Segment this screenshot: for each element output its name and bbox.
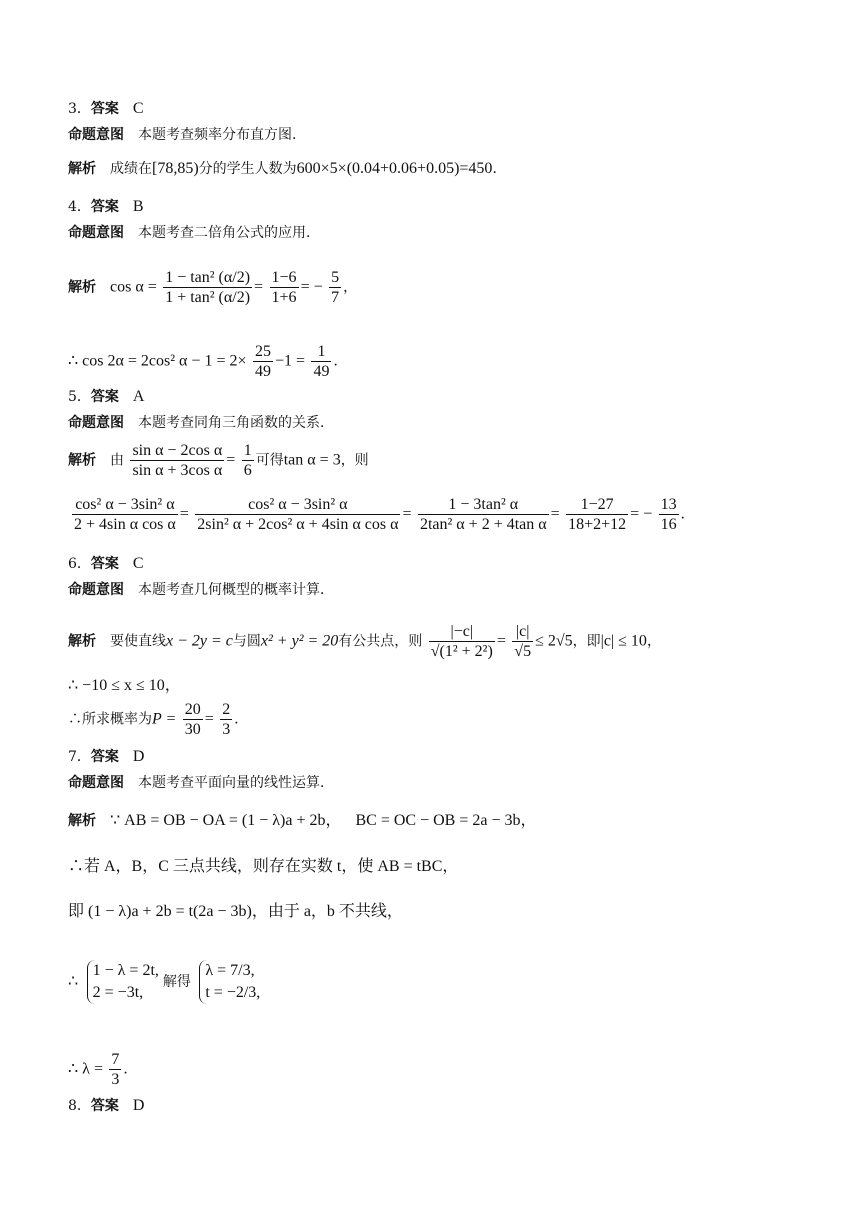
- q4-comma: ，: [343, 279, 358, 296]
- q4-f1-den: 1+6: [271, 289, 297, 306]
- q7-line1-a: ∵ AB = OB − OA = (1 − λ)a + 2b，: [110, 812, 342, 829]
- q5-then-b: ，则: [340, 452, 369, 469]
- q4-intent-text: 本题考查二倍角公式的应用．: [138, 225, 320, 241]
- q4-conclusion-line: [68, 342, 347, 381]
- q6-range: ∴ −10 ≤ x ≤ 10，: [68, 677, 181, 694]
- q6-d2-num: |c|: [512, 622, 533, 642]
- q4-fraction-2: [329, 268, 341, 307]
- q5-fa-den: sin α + 3cos α: [132, 462, 223, 479]
- analysis-label: 解析: [68, 452, 96, 469]
- q7-number: 7．: [68, 749, 91, 765]
- q6-intent-text: 本题考查几何概型的概率计算．: [138, 582, 334, 598]
- answer-label: 答案: [90, 749, 119, 765]
- q5-chain-fraction-1: [72, 495, 178, 534]
- analysis-label: 解析: [68, 279, 96, 296]
- q5-analysis-line: [68, 441, 369, 480]
- q6-range-line: [68, 677, 181, 695]
- q4-f4-num: 1: [311, 342, 331, 362]
- q6-analysis-line: 解析 要使直线x − 2y = c与圆x² + y² = 20有公共点，则 $\frac{|-c|}{\text{√(1² + 2²)}}$ = $\frac{|c|}{√5}$ ≤ 2√5，即|c| ≤ 10，: [68, 623, 661, 660]
- q6-d1-num: |−c|: [429, 622, 495, 642]
- q4-fraction-3: [253, 342, 273, 381]
- q7-end: ．: [123, 1061, 138, 1078]
- q7-therefore: ∴ λ =: [68, 1060, 103, 1078]
- q6-probability-line: ∴所求概率为P = $\frac{20}{30}$ = $\frac{2}{3}$ ．: [68, 701, 249, 738]
- q6-le: ≤ 2√5: [535, 632, 573, 650]
- q7-conclusion-line: [68, 1050, 137, 1089]
- q4-f1-num: 1−6: [271, 269, 297, 286]
- q6-prob-fraction-1: [183, 700, 203, 739]
- q7-line1-b: BC = OC − OB = 2a − 3b，: [355, 812, 537, 829]
- q4-line2-b: −1 =: [274, 352, 305, 370]
- q3-end: ．: [492, 161, 507, 177]
- q6-comma: ，: [646, 633, 661, 650]
- q7-ans-den: 3: [111, 1071, 120, 1088]
- q6-p2-num: 2: [222, 701, 231, 718]
- q4-line2-a: ∴ cos 2α = 2cos² α − 1 = 2×: [68, 352, 247, 370]
- q4-f3-den: 49: [254, 363, 271, 380]
- analysis-label: 解析: [68, 813, 96, 829]
- q5-c3-den: 2tan² α + 2 + 4tan α: [419, 516, 547, 533]
- q5-then-a: 可得: [255, 452, 284, 469]
- q6-p1-num: 20: [184, 701, 201, 718]
- q4-fraction-4: [311, 342, 331, 381]
- q7-equation-line: [68, 903, 403, 921]
- q7-solution-system: [199, 960, 260, 1004]
- analysis-label: 解析: [68, 633, 96, 650]
- q6-p2-den: 3: [222, 721, 231, 738]
- answer-label: 答案: [90, 199, 119, 215]
- answer-label: 答案: [90, 389, 119, 405]
- q7-equation-system: [87, 960, 159, 1004]
- q5-c5-den: 16: [660, 516, 677, 533]
- q7-intent-text: 本题考查平面向量的线性运算．: [138, 775, 334, 791]
- q4-lhs: cos α =: [110, 278, 157, 296]
- intent-label: 命题意图: [68, 582, 124, 598]
- q5-c3-num: 1 − 3tan² α: [418, 495, 549, 515]
- q5-eq: =: [226, 451, 236, 469]
- q5-c2-num: cos² α − 3sin² α: [195, 495, 400, 515]
- q5-chain-fraction-5: [659, 495, 679, 534]
- q6-text-a: 要使直线: [110, 633, 166, 650]
- q3-number: 3．: [68, 101, 91, 117]
- q6-ineq: |c| ≤ 10: [600, 632, 647, 650]
- q4-f4-den: 49: [313, 363, 330, 380]
- q4-analysis-line: [68, 268, 357, 307]
- q7-answer-line: [68, 748, 144, 766]
- q6-p: P =: [152, 710, 177, 728]
- intent-label: 命题意图: [68, 775, 124, 791]
- q6-p1-den: 30: [184, 721, 201, 738]
- q6-number: 6．: [68, 556, 91, 572]
- q4-big-fraction: [163, 268, 252, 307]
- q3-intent-line: [68, 126, 306, 144]
- q4-eq2: = −: [300, 278, 323, 296]
- q5-end: ．: [680, 506, 695, 523]
- q5-from: 由: [110, 452, 124, 469]
- q7-answer-fraction: [109, 1050, 121, 1089]
- q8-answer-value: D: [132, 1097, 145, 1114]
- analysis-label: 解析: [68, 161, 96, 177]
- q5-c1-den: 2 + 4sin α cos α: [74, 516, 176, 533]
- q4-fraction-1: [270, 268, 299, 307]
- q6-text-b: 与圆: [232, 633, 261, 650]
- q5-fraction-b: [242, 441, 254, 480]
- q7-answer-value: D: [132, 748, 145, 765]
- q3-analysis-line: [68, 160, 506, 178]
- q6-prob-a: ∴所求概率为: [68, 711, 152, 728]
- answer-label: 答案: [90, 101, 119, 117]
- q4-eq1: =: [254, 278, 264, 296]
- answer-label: 答案: [90, 1098, 119, 1114]
- q7-line3: 即 (1 − λ)a + 2b = t(2a − 3b)，由于 a，b 不共线，: [68, 903, 403, 920]
- q6-text-c: 有公共点，则: [338, 633, 423, 650]
- q6-distance-fraction-2: [512, 622, 533, 661]
- q6-distance-fraction: [429, 622, 495, 661]
- q5-chain-line: $\frac{\text{cos² α − 3sin² α}}{\text{2 + 4sin α cos α}}$ = $\frac{\text{cos² α − 3sin² α}}{\text{2sin² α + 2cos² α + 4sin α cos α}}$ = $\frac{\text{1 − 3tan² α}}{\text{2tan² α + 2 + 4tan α}}$ = $\frac{1-27}{18+2+12}$ = − $\frac{13}{16}$ ．: [74, 496, 695, 533]
- answer-label: 答案: [90, 556, 119, 572]
- q5-c1-num: cos² α − 3sin² α: [72, 495, 178, 515]
- q6-prob-fraction-2: [220, 700, 232, 739]
- q7-solve-label: 解得: [162, 974, 191, 990]
- q5-c5-num: 13: [660, 496, 677, 513]
- q5-fraction-a: [130, 441, 224, 480]
- q4-f2-den: 7: [331, 289, 340, 306]
- q8-number: 8．: [68, 1098, 91, 1114]
- q7-sys-eq2: 2 = −3t,: [92, 984, 144, 1001]
- q5-tan-value: tan α = 3: [283, 451, 341, 469]
- q6-circle-eq: x² + y² = 20: [260, 632, 339, 650]
- q7-sol2: t = −2/3,: [205, 984, 261, 1001]
- q5-fb-den: 6: [243, 462, 252, 479]
- q6-d1-den: √(1² + 2²): [430, 643, 493, 660]
- q3-answer-line: [68, 100, 144, 118]
- q6-text-d: ，即: [572, 633, 601, 650]
- intent-label: 命题意图: [68, 225, 124, 241]
- q5-neg: = −: [630, 505, 653, 523]
- q5-number: 5．: [68, 389, 91, 405]
- q7-sys-eq1: 1 − λ = 2t,: [92, 962, 159, 979]
- q4-number: 4．: [68, 199, 91, 215]
- q7-ans-num: 7: [111, 1051, 120, 1068]
- q7-intent-line: [68, 774, 334, 792]
- q4-answer-value: B: [132, 198, 144, 215]
- q4-big-num: 1 − tan² (α/2): [165, 269, 251, 286]
- q7-analysis-line: [68, 812, 537, 830]
- q6-answer-line: [68, 555, 144, 573]
- q6-answer-value: C: [132, 555, 144, 572]
- intent-label: 命题意图: [68, 415, 124, 431]
- q5-c2-den: 2sin² α + 2cos² α + 4sin α cos α: [197, 516, 399, 533]
- q7-collinear-line: [68, 858, 458, 876]
- q3-interval: [78,85): [152, 160, 199, 177]
- q8-answer-line: [68, 1097, 144, 1115]
- q3-text-b: 分的学生人数为: [198, 161, 297, 177]
- q4-big-den: 1 + tan² (α/2): [165, 289, 251, 306]
- q3-text-a: 成绩在: [110, 161, 152, 177]
- q6-line-eq: x − 2y = c: [166, 632, 233, 650]
- q4-f2-num: 5: [331, 269, 340, 286]
- q5-c4-num: 1−27: [566, 495, 628, 515]
- q5-c4-den: 18+2+12: [568, 516, 627, 533]
- q5-answer-value: A: [132, 388, 145, 405]
- intent-label: 命题意图: [68, 127, 124, 143]
- q5-fb-num: 1: [243, 442, 252, 459]
- q5-intent-text: 本题考查同角三角函数的关系．: [138, 415, 334, 431]
- q6-end: ．: [234, 711, 249, 728]
- q7-line2: ∴若 A，B，C 三点共线，则存在实数 t，使 AB = tBC，: [68, 858, 459, 875]
- q6-intent-line: [68, 581, 334, 599]
- q3-answer-value: C: [132, 100, 144, 117]
- q5-chain-fraction-3: [418, 495, 549, 534]
- q5-chain-fraction-2: [195, 495, 400, 534]
- q3-intent-text: 本题考查频率分布直方图．: [138, 127, 306, 143]
- q4-intent-line: [68, 224, 320, 242]
- q5-intent-line: [68, 414, 334, 432]
- q4-end: ．: [333, 353, 348, 370]
- q4-f3-num: 25: [254, 343, 271, 360]
- q4-answer-line: [68, 198, 144, 216]
- q3-formula: 600×5×(0.04+0.06+0.05)=450: [296, 160, 493, 177]
- q7-system-line: ∴ 1 − λ = 2t, 2 = −3t, 解得 λ = 7/3, t = −2/3,: [68, 960, 264, 1004]
- q5-answer-line: [68, 388, 144, 406]
- q7-sol1: λ = 7/3,: [205, 962, 255, 979]
- q5-chain-fraction-4: [566, 495, 628, 534]
- q6-d2-den: √5: [514, 643, 532, 660]
- q5-fa-num: sin α − 2cos α: [132, 442, 223, 459]
